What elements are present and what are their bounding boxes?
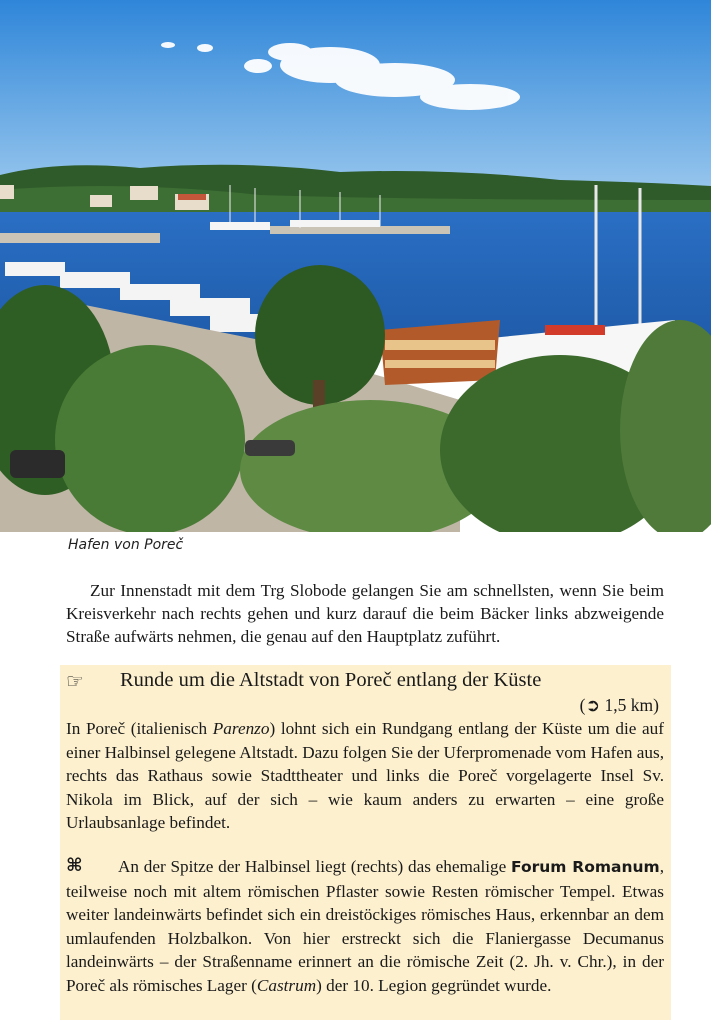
distance-value: 1,5 km (604, 695, 654, 715)
italic-term: Castrum (256, 975, 317, 995)
route-paragraph-2 (66, 855, 664, 997)
walking-hand-icon: ☞ (66, 669, 84, 693)
route-distance: (➲ 1,5 km) (579, 695, 659, 715)
sight-name: Forum Romanum (511, 858, 660, 876)
text-segment: ) lohnt sich ein Rundgang entlang der Küste um die auf einer Halbinsel gelegene Altstadt. Dazu folgen Sie der Uferpromenade vom Hafen aus, rechts das Rathaus sowie Stadttheater und links die Poreč vorgelagerte Insel Sv. Nikola im Blick, auf der sich – wie kaum anders zu erwarten – eine große Urlaubsanlage befindet. (66, 719, 665, 832)
route-box (60, 665, 671, 1020)
text-segment: In Poreč (italienisch (66, 719, 213, 738)
route-title: Runde um die Altstadt von Poreč entlang der Küste (120, 669, 542, 691)
text-segment: ) der 10. Legion gegründet wurde. (316, 975, 552, 995)
route-paragraph-1 (66, 717, 664, 835)
distance-arrow-icon: ➲ (585, 695, 601, 715)
italic-term: Parenzo (212, 719, 270, 738)
sight-icon: ⌘ (66, 855, 83, 876)
text-segment: An der Spitze der Halbinsel liegt (rechts) das ehemalige (118, 857, 512, 876)
photo-caption: Hafen von Poreč (68, 537, 184, 553)
intro-paragraph: Zur Innenstadt mit dem Trg Slobode gelangen Sie am schnellsten, wenn Sie beim Kreisverkehr nach rechts gehen und kurz darauf die beim Bäcker links abzweigende Straße aufwärts nehmen, die genau auf den Hauptplatz zuführt. (66, 581, 664, 646)
text-segment: , teilweise noch mit altem römischen Pflaster sowie Resten römischer Tempel. Etwas weiter landeinwärts befindet sich ein dreistöckiges römisches Haus, erkennbar an dem umlaufenden Holzbalkon. Von hier erstreckt sich die Flaniergasse Decumanus landeinwärts – der Straßenname erinnert an die römische Zeit (2. Jh. v. Chr.), in der Poreč als römisches Lager ( (66, 857, 665, 995)
